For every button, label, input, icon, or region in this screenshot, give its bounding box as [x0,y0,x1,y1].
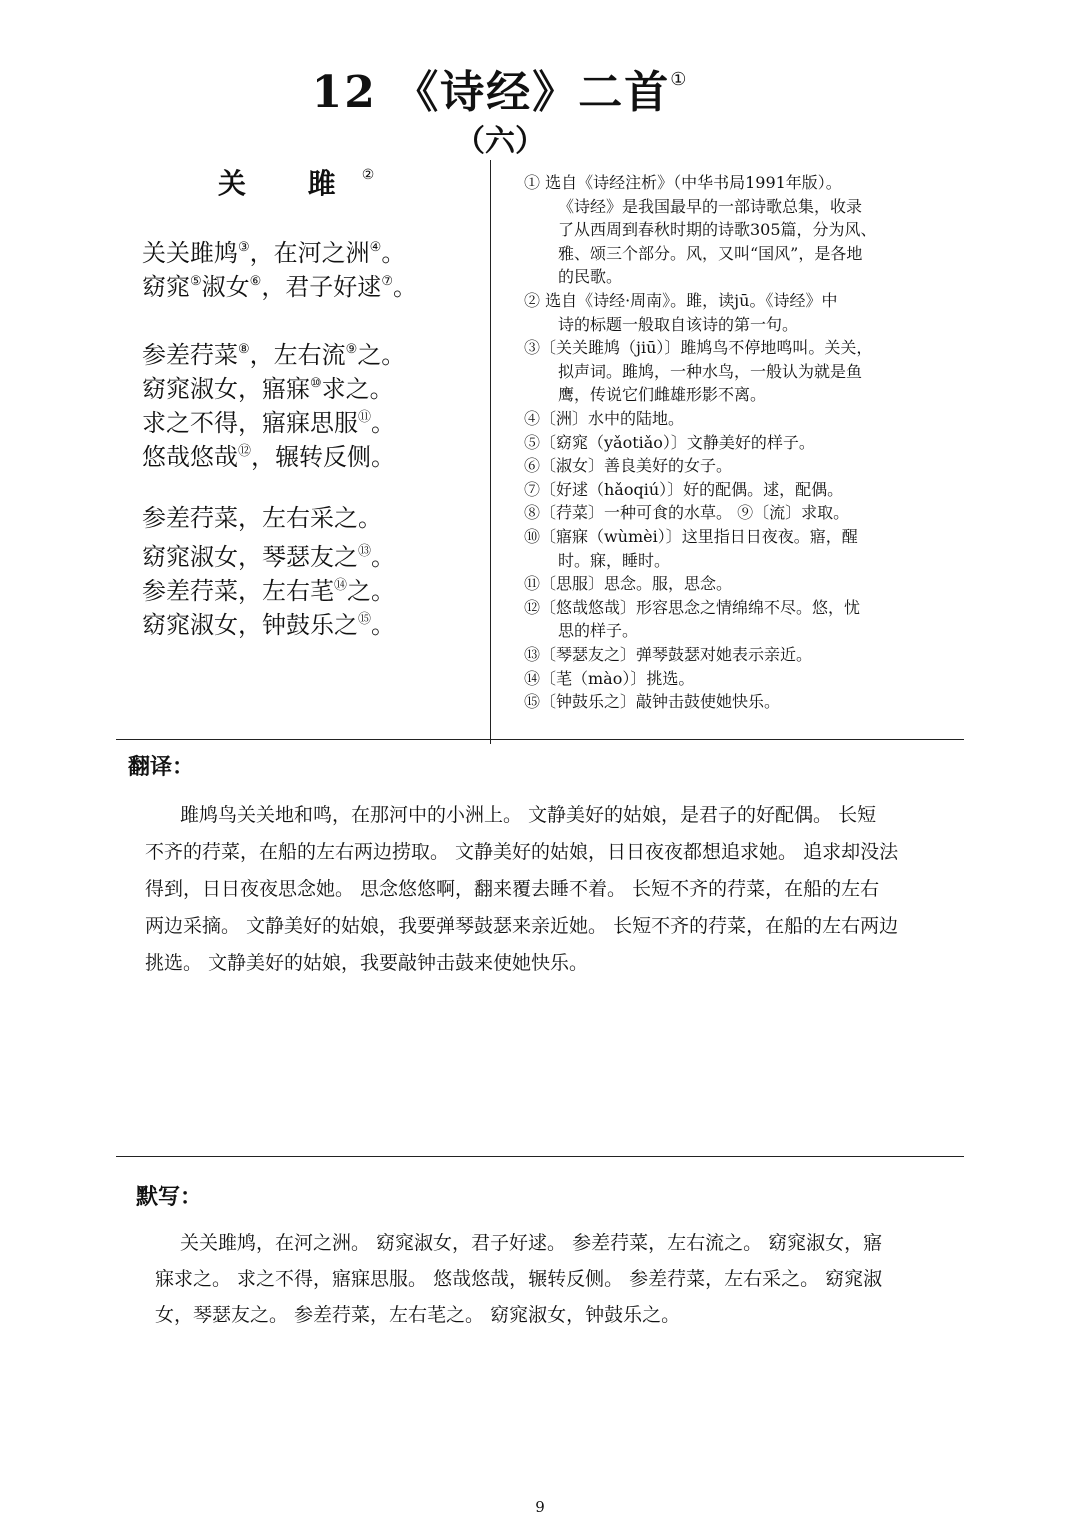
poem-title-footnote-marker: ② [361,167,375,183]
poem-text: 。 [371,409,396,437]
poem-text: 之。 [357,341,406,369]
footnote-line: 《诗经》是我国最早的一部诗歌总集，收录 [558,197,863,216]
footnote-marker: ⑬ [358,544,372,559]
translation-heading: 翻译： [128,754,195,780]
footnote-line: 思的样子。 [558,621,639,640]
footnote-line: ⑭〔芼（mào）〕挑选。 [524,669,695,688]
poem-text: 窈窕淑女，钟鼓乐之 [142,611,358,639]
footnote-line: ④〔洲〕水中的陆地。 [524,409,685,428]
horizontal-divider [116,739,964,740]
poem-line [142,266,417,303]
dictation-line: 女，琴瑟友之。 参差荇菜，左右芼之。 窈窕淑女，钟鼓乐之。 [155,1304,681,1326]
footnote-line: 的民歌。 [558,267,623,286]
footnote-marker: ⑪ [358,410,372,425]
footnote-line: ③〔关关雎鸠（jiū）〕雎鸠鸟不停地鸣叫。关关， [524,338,873,357]
footnote-marker: ⑮ [358,612,372,627]
footnote-marker: ④ [369,240,382,255]
poem-text: 窈窕淑女，寤寐 [142,375,310,403]
footnote-marker: ⑭ [334,578,348,593]
dictation-line: 关关雎鸠，在河之洲。 窈窕淑女，君子好逑。 参差荇菜，左右流之。 窈窕淑女，寤 [180,1232,883,1254]
footnote-marker: ⑧ [238,342,250,357]
poem-text: 。 [371,611,396,639]
poem-text: ，辗转反侧。 [251,443,396,471]
footnote-line: ⑫〔悠哉悠哉〕形容思念之情绵绵不尽。悠，忧 [524,598,861,617]
poem-text: 参差荇菜，左右芼 [142,577,334,605]
poem-line [142,436,395,473]
horizontal-divider [116,1156,964,1157]
column-divider [490,160,491,744]
footnote-line: ② 选自《诗经·周南》。雎，读jū。《诗经》中 [524,291,838,310]
footnote-line: ⑪〔思服〕思念。服，思念。 [524,574,733,593]
poem-line [142,604,395,641]
footnote-line: ⑧〔荇菜〕一种可食的水草。 ⑨〔流〕求取。 [524,503,850,522]
translation-line: 得到，日日夜夜思念她。 思念悠悠啊，翻来覆去睡不着。 长短不齐的荇菜，在船的左右 [145,878,880,900]
poem-text: ，君子好逑 [261,273,382,301]
page-title [0,56,1000,120]
poem-title [218,162,374,202]
poem-text: 之。 [347,577,396,605]
poem-line [142,502,382,534]
page-subtitle: （六） [455,124,545,159]
poem-line [142,334,405,371]
poem-line [142,368,394,405]
title-footnote-marker: ① [670,69,689,90]
poem-text: 求之。 [321,375,394,403]
page-title-text: 12 《诗经》二首 [311,67,671,118]
poem-text: 窈窕 [142,273,190,301]
poem-text: 参差荇菜，左右采之。 [142,504,382,532]
dictation-line: 寐求之。 求之不得，寤寐思服。 悠哉悠哉，辗转反侧。 参差荇菜，左右采之。 窈窕淑 [155,1268,883,1290]
footnote-marker: ③ [238,240,250,255]
poem-text: ，左右流 [249,341,346,369]
page-number: 9 [535,1498,545,1516]
poem-text: 窈窕淑女，琴瑟友之 [142,543,358,571]
poem-text: 参差荇菜 [142,341,238,369]
footnote-line: ⑮〔钟鼓乐之〕敲钟击鼓使她快乐。 [524,692,781,711]
poem-line [142,570,395,607]
translation-line: 雎鸠鸟关关地和鸣，在那河中的小洲上。 文静美好的姑娘，是君子的好配偶。 长短 [180,804,877,826]
footnote-line: ⑥〔淑女〕善良美好的女子。 [524,456,733,475]
translation-line: 不齐的荇菜，在船的左右两边捞取。 文静美好的姑娘，日日夜夜都想追求她。 追求却没法 [145,841,899,863]
footnote-marker: ⑨ [345,342,358,357]
poem-text: 关关雎鸠 [142,239,238,267]
poem-text: 。 [371,543,396,571]
poem-text: ，在河之洲 [249,239,370,267]
footnote-line: 诗的标题一般取自该诗的第一句。 [558,315,799,334]
translation-line: 挑选。 文静美好的姑娘，我要敲钟击鼓来使她快乐。 [145,952,589,974]
poem-line [142,536,395,573]
footnote-line: 鹰，传说它们雌雄形影不离。 [558,385,767,404]
poem-text: 。 [392,273,417,301]
poem-text: 悠哉悠哉 [142,443,238,471]
poem-text: 淑女 [201,273,250,301]
footnote-marker: ⑤ [190,274,202,289]
footnote-line: ⑬〔琴瑟友之〕弹琴鼓瑟对她表示亲近。 [524,645,813,664]
poem-line [142,232,405,269]
poem-line [142,402,395,439]
footnote-marker: ⑫ [238,444,252,459]
poem-text: 。 [381,239,406,267]
poem-text: 求之不得，寤寐思服 [142,409,358,437]
footnote-line: ⑤〔窈窕（yǎotiǎo）〕文静美好的样子。 [524,433,815,452]
footnote-line: 了从西周到春秋时期的诗歌305篇，分为风、 [558,220,877,239]
dictation-heading: 默写： [136,1184,203,1210]
footnote-line: 时。寐，睡时。 [558,551,671,570]
poem-title-text: 关 雎 [218,167,362,200]
footnote-marker: ⑦ [381,274,393,289]
footnote-line: ① 选自《诗经注析》（中华书局1991年版）。 [524,173,842,192]
footnote-line: 拟声词。雎鸠，一种水鸟，一般认为就是鱼 [558,362,863,381]
footnote-line: 雅、颂三个部分。风，又叫“国风”，是各地 [558,244,863,263]
footnote-marker: ⑩ [310,376,322,391]
footnote-line: ⑩〔寤寐（wùmèi）〕这里指日日夜夜。寤，醒 [524,527,858,546]
footnote-line: ⑦〔好逑（hǎoqiú）〕好的配偶。逑，配偶。 [524,480,844,499]
translation-line: 两边采摘。 文静美好的姑娘，我要弹琴鼓瑟来亲近她。 长短不齐的荇菜，在船的左右两边 [145,915,899,937]
footnote-marker: ⑥ [249,274,262,289]
